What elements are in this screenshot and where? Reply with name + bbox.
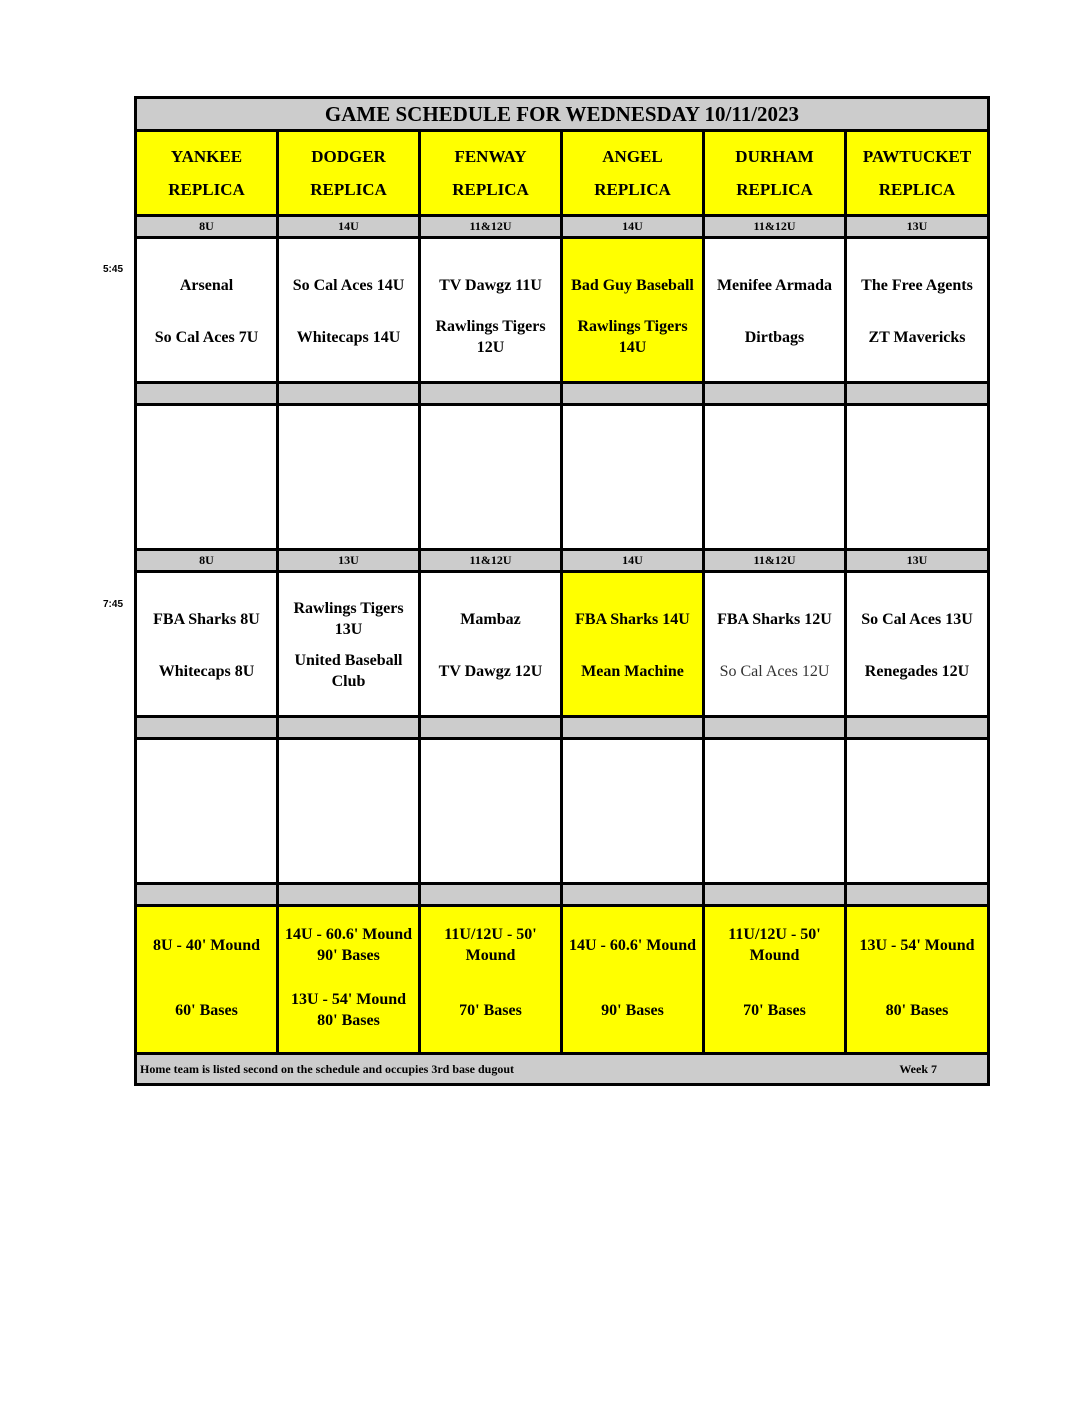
empty-cell — [137, 406, 279, 551]
empty-cell — [705, 406, 847, 551]
field-rules — [137, 907, 279, 1055]
separator-cell — [279, 718, 421, 740]
home-team: Dirtbags — [744, 328, 805, 346]
age-division: 11&12U — [421, 217, 563, 239]
game-cell-highlighted — [563, 239, 705, 384]
mound-rule: 8U - 40' Mound — [152, 936, 261, 954]
field-sub: REPLICA — [168, 179, 245, 199]
field-header-row — [137, 132, 987, 217]
field-sub: REPLICA — [736, 179, 813, 199]
field-header — [137, 132, 279, 217]
field-sub: REPLICA — [310, 179, 387, 199]
away-team: FBA Sharks 8U — [153, 610, 260, 628]
field-rules-row — [137, 907, 987, 1055]
age-division: 14U — [563, 551, 705, 573]
away-team: The Free Agents — [861, 276, 973, 294]
empty-cell — [563, 740, 705, 885]
game-cell — [705, 239, 847, 384]
game-row-slot1 — [137, 239, 987, 384]
away-team: Rawlings Tigers 13U — [293, 600, 404, 638]
field-sub: REPLICA — [594, 179, 671, 199]
empty-cell — [421, 406, 563, 551]
field-name: DODGER — [311, 146, 386, 166]
age-division: 11&12U — [705, 551, 847, 573]
home-team: Whitecaps 8U — [158, 662, 255, 680]
separator-cell — [137, 718, 279, 740]
game-row-slot2 — [137, 573, 987, 718]
field-header — [279, 132, 421, 217]
age-division: 14U — [563, 217, 705, 239]
bases-rule: 80' Bases — [885, 1001, 949, 1019]
age-division: 14U — [279, 217, 421, 239]
home-team: Renegades 12U — [864, 662, 970, 680]
empty-cell — [137, 740, 279, 885]
field-rules — [847, 907, 987, 1055]
age-division: 8U — [137, 551, 279, 573]
away-team: So Cal Aces 13U — [861, 610, 973, 628]
mound-rule: 14U - 60.6' Mound — [568, 936, 697, 954]
week-label: Week 7 — [899, 1061, 937, 1076]
separator-cell — [421, 885, 563, 907]
empty-row — [137, 406, 987, 551]
field-sub: REPLICA — [452, 179, 529, 199]
separator-cell — [563, 384, 705, 406]
game-cell — [137, 239, 279, 384]
game-cell — [847, 573, 987, 718]
separator-cell — [421, 718, 563, 740]
game-cell — [137, 573, 279, 718]
mound-rule: 11U/12U - 50' Mound — [728, 926, 821, 964]
footer-bar — [137, 1055, 987, 1083]
separator-row — [137, 718, 987, 740]
game-cell — [279, 573, 421, 718]
mound-rule: 13U - 54' Mound — [859, 936, 975, 954]
separator-cell — [705, 384, 847, 406]
field-header — [847, 132, 987, 217]
age-row-slot2 — [137, 551, 987, 573]
field-rules — [705, 907, 847, 1055]
mound-rule: 11U/12U - 50' Mound — [444, 926, 537, 964]
away-team: FBA Sharks 14U — [575, 610, 690, 628]
age-division: 8U — [137, 217, 279, 239]
age-division: 13U — [279, 551, 421, 573]
away-team: So Cal Aces 14U — [292, 276, 405, 294]
separator-cell — [563, 885, 705, 907]
bases-rule: 60' Bases — [175, 1001, 238, 1019]
separator-cell — [137, 885, 279, 907]
bases-rule: 90' Bases — [601, 1001, 664, 1019]
home-team: Rawlings Tigers 12U — [435, 318, 546, 356]
separator-cell — [847, 718, 987, 740]
separator-cell — [421, 384, 563, 406]
field-header — [421, 132, 563, 217]
bases-rule: 70' Bases — [459, 1001, 522, 1019]
field-sub: REPLICA — [878, 179, 956, 199]
game-cell-highlighted — [563, 573, 705, 718]
separator-cell — [847, 885, 987, 907]
empty-cell — [563, 406, 705, 551]
field-header — [563, 132, 705, 217]
time-label-slot2: 7:45 — [103, 599, 124, 610]
age-row-slot1 — [137, 217, 987, 239]
game-cell — [279, 239, 421, 384]
home-team: United Baseball Club — [294, 652, 403, 690]
separator-cell — [137, 384, 279, 406]
empty-cell — [279, 406, 421, 551]
away-team: TV Dawgz 11U — [439, 276, 542, 294]
age-division: 11&12U — [421, 551, 563, 573]
footer-note: Home team is listed second on the schedule and occupies 3rd base dugout — [140, 1061, 515, 1076]
separator-cell — [563, 718, 705, 740]
game-cell — [421, 239, 563, 384]
field-name: FENWAY — [454, 146, 527, 166]
age-division: 11&12U — [705, 217, 847, 239]
field-rules — [563, 907, 705, 1055]
time-label-slot1: 5:45 — [103, 264, 124, 275]
away-team: Arsenal — [179, 276, 234, 294]
away-team: Mambaz — [460, 610, 521, 628]
mound-rule: 14U - 60.6' Mound 90' Bases — [284, 926, 413, 964]
home-team: Mean Machine — [581, 662, 684, 680]
away-team: Bad Guy Baseball — [571, 276, 694, 294]
field-rules — [279, 907, 421, 1055]
separator-row — [137, 384, 987, 406]
age-division: 13U — [847, 217, 987, 239]
empty-cell — [421, 740, 563, 885]
schedule-title: GAME SCHEDULE FOR WEDNESDAY 10/11/2023 — [137, 99, 987, 132]
empty-row — [137, 740, 987, 885]
home-team: ZT Mavericks — [868, 328, 966, 346]
empty-cell — [847, 740, 987, 885]
schedule-table — [134, 96, 990, 1086]
empty-cell — [847, 406, 987, 551]
home-team: Whitecaps 14U — [296, 328, 401, 346]
empty-cell — [279, 740, 421, 885]
separator-row — [137, 885, 987, 907]
empty-cell — [705, 740, 847, 885]
home-team: TV Dawgz 12U — [438, 662, 543, 680]
separator-cell — [279, 885, 421, 907]
bases-rule: 13U - 54' Mound 80' Bases — [290, 991, 407, 1029]
bases-rule: 70' Bases — [743, 1001, 806, 1019]
away-team: Menifee Armada — [716, 276, 833, 294]
home-team: So Cal Aces 7U — [154, 328, 259, 346]
field-name: DURHAM — [735, 146, 814, 166]
field-name: YANKEE — [170, 146, 243, 166]
game-cell — [421, 573, 563, 718]
age-division: 13U — [847, 551, 987, 573]
home-team: Rawlings Tigers 14U — [577, 318, 688, 356]
field-name: PAWTUCKET — [862, 146, 972, 166]
game-cell — [705, 573, 847, 718]
game-cell — [847, 239, 987, 384]
field-name: ANGEL — [602, 146, 663, 166]
away-team: FBA Sharks 12U — [717, 610, 832, 628]
field-header — [705, 132, 847, 217]
separator-cell — [279, 384, 421, 406]
field-rules — [421, 907, 563, 1055]
separator-cell — [705, 718, 847, 740]
home-team: So Cal Aces 12U — [719, 662, 830, 680]
separator-cell — [705, 885, 847, 907]
separator-cell — [847, 384, 987, 406]
